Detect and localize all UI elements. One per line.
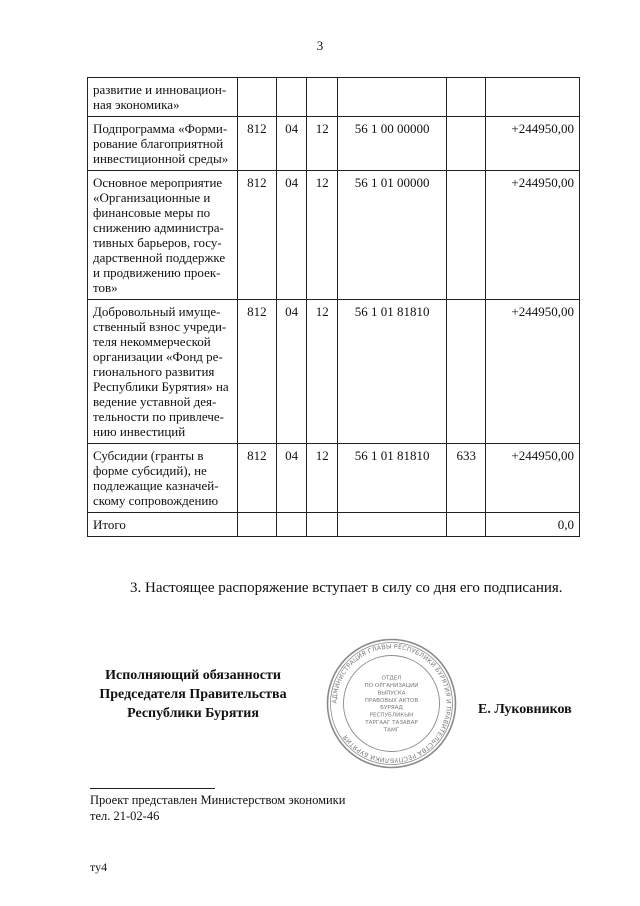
cell-section: 04 — [276, 444, 307, 513]
signer-title-line: Председателя Правительства — [99, 687, 287, 702]
table-row — [88, 513, 580, 537]
cell-name-line: дарственной поддержке — [93, 250, 226, 265]
signer-title — [88, 666, 298, 723]
seal-inner-line: ТАМГ — [383, 727, 400, 734]
cell-section — [276, 78, 307, 117]
cell-amount: 0,0 — [486, 513, 580, 537]
seal-outer-text: АДМИНИСТРАЦИЯ ГЛАВЫ РЕСПУБЛИКИ БУРЯТИЯ И ПРАВИТЕЛЬСТВА РЕСПУБЛИКИ БУРЯТИЯ — [331, 643, 452, 764]
cell-name-line: снижению администра- — [93, 220, 224, 235]
cell-ministry: 812 — [238, 444, 277, 513]
cell-subsection: 12 — [307, 300, 338, 444]
cell-name-line: ведение уставной дея- — [93, 394, 217, 409]
cell-name-line: гионального развития — [93, 364, 215, 379]
cell-section: 04 — [276, 300, 307, 444]
signer-title-line: Исполняющий обязанности — [105, 668, 281, 683]
cell-name-line: инвестиционной среды» — [93, 151, 229, 166]
cell-name — [88, 444, 238, 513]
cell-name-line: организации «Фонд ре- — [93, 349, 223, 364]
seal-inner-line: БУРЯАД — [380, 705, 403, 712]
cell-name-line: и продвижению проек- — [93, 265, 221, 280]
signer-title-line: Республики Бурятия — [127, 706, 259, 721]
footnote — [90, 792, 345, 824]
cell-section — [276, 513, 307, 537]
cell-name-line: теля некоммерческой — [93, 334, 211, 349]
cell-name-line: Республики Бурятия» на — [93, 379, 229, 394]
cell-name-line: тивных барьеров, госу- — [93, 235, 222, 250]
cell-subsection — [307, 513, 338, 537]
cell-amount: +244950,00 — [486, 444, 580, 513]
page-number: 3 — [316, 38, 324, 53]
cell-subsection — [307, 78, 338, 117]
cell-expense-type — [447, 117, 486, 171]
budget-table-body — [88, 78, 580, 537]
seal-inner-line: ТАРГААГ ТАЗАВАР — [365, 720, 418, 726]
seal-inner-line: ПО ОРГАНИЗАЦИИ — [364, 683, 419, 689]
cell-subsection: 12 — [307, 444, 338, 513]
cell-name-line: Подпрограмма «Форми- — [93, 121, 228, 136]
cell-name-line: «Организационные и — [93, 190, 211, 205]
seal-inner-text — [364, 676, 418, 734]
cell-amount — [486, 78, 580, 117]
cell-expense-type — [447, 300, 486, 444]
footnote-divider — [90, 788, 215, 789]
table-row — [88, 78, 580, 117]
table-row — [88, 444, 580, 513]
cell-name-line: подлежащие казначей- — [93, 478, 219, 493]
cell-name-line: Основное мероприятие — [93, 175, 223, 190]
cell-name-line: рование благоприятной — [93, 136, 224, 151]
cell-amount: +244950,00 — [486, 300, 580, 444]
cell-amount: +244950,00 — [486, 117, 580, 171]
cell-subsection: 12 — [307, 117, 338, 171]
cell-ministry: 812 — [238, 171, 277, 300]
cell-target-article: 56 1 01 00000 — [338, 171, 447, 300]
cell-target-article — [338, 78, 447, 117]
cell-target-article: 56 1 01 81810 — [338, 444, 447, 513]
table-row — [88, 117, 580, 171]
cell-name-line: нию инвестиций — [93, 424, 186, 439]
cell-name-line: скому сопровождению — [93, 493, 219, 508]
seal-inner-line: ПРАВОВЫХ АКТОВ — [364, 697, 419, 704]
table-row — [88, 300, 580, 444]
document-code: ту4 — [90, 860, 108, 874]
seal-inner-line: ВЫПУСКА — [377, 690, 406, 697]
cell-ministry: 812 — [238, 300, 277, 444]
cell-name-line: тов» — [93, 280, 118, 295]
cell-name — [88, 117, 238, 171]
cell-name-line: Субсидии (гранты в — [93, 448, 204, 463]
cell-expense-type: 633 — [447, 444, 486, 513]
cell-name — [88, 513, 238, 537]
footnote-line: тел. 21-02-46 — [90, 809, 160, 823]
cell-expense-type — [447, 513, 486, 537]
cell-subsection: 12 — [307, 171, 338, 300]
cell-name — [88, 78, 238, 117]
cell-name-line: Добровольный имуще- — [93, 304, 221, 319]
cell-name — [88, 300, 238, 444]
cell-name-line: Итого — [93, 517, 126, 532]
cell-name-line: ная экономика» — [93, 97, 180, 112]
cell-target-article — [338, 513, 447, 537]
cell-name-line: тельности по привлече- — [93, 409, 224, 424]
clause-3: 3. Настоящее распоряжение вступает в силу со дня его подписания. — [130, 580, 563, 596]
budget-table — [87, 77, 580, 537]
cell-target-article: 56 1 00 00000 — [338, 117, 447, 171]
cell-expense-type — [447, 171, 486, 300]
signer-name: Е. Луковников — [478, 702, 572, 717]
cell-name-line: финансовые меры по — [93, 205, 211, 220]
footnote-line: Проект представлен Министерством экономики — [90, 793, 346, 807]
cell-name-line: форме субсидий), не — [93, 463, 207, 478]
table-row — [88, 171, 580, 300]
cell-amount: +244950,00 — [486, 171, 580, 300]
cell-section: 04 — [276, 171, 307, 300]
official-seal — [325, 637, 458, 770]
cell-expense-type — [447, 78, 486, 117]
seal-inner-line: ОТДЕЛ — [381, 675, 402, 682]
cell-ministry — [238, 513, 277, 537]
cell-name-line: ственный взнос учреди- — [93, 319, 227, 334]
cell-name — [88, 171, 238, 300]
cell-ministry — [238, 78, 277, 117]
cell-name-line: развитие и инновацион- — [93, 82, 227, 97]
cell-section: 04 — [276, 117, 307, 171]
cell-ministry: 812 — [238, 117, 277, 171]
seal-inner-line: РЕСПУБЛИКЫН — [369, 712, 414, 719]
cell-target-article: 56 1 01 81810 — [338, 300, 447, 444]
